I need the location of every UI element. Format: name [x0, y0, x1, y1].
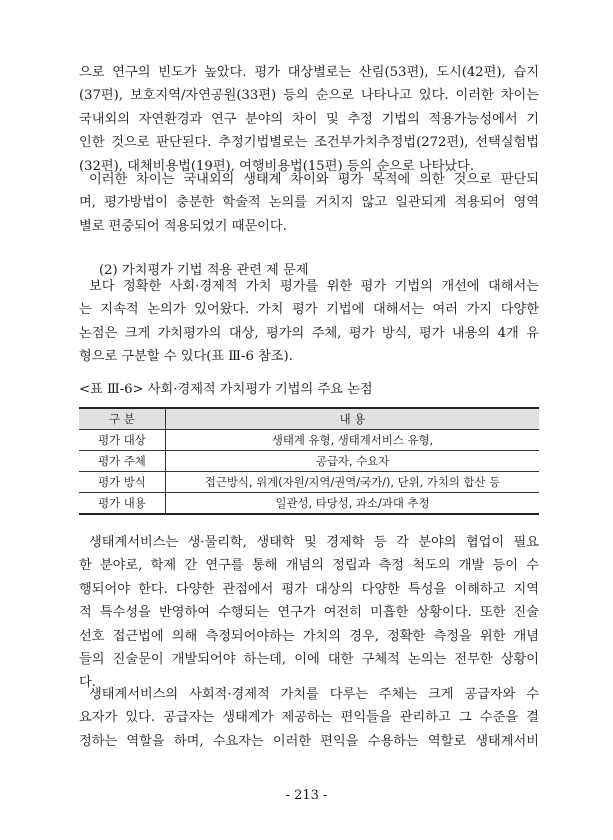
paragraph-3 [79, 275, 539, 369]
text-line: 생태계서비스는 생·물리학, 생태학 및 경제학 등 각 분야의 협업이 필요 [89, 535, 539, 550]
row-label: 평가 주체 [79, 451, 166, 472]
text-line: 인한 것으로 판단된다. 추정기법별로는 조건부가치추정법(272편), 선택실험법 [79, 135, 539, 151]
page-number: - 213 - [285, 788, 328, 803]
text-line: 요자가 있다. 공급자는 생태계가 제공하는 편익들을 관리하고 그 수준을 결 [79, 710, 539, 726]
table-row [79, 472, 539, 493]
header-content: 내 용 [166, 408, 540, 430]
text-line: 적 특수성을 반영하여 수행되는 연구가 여전히 미흡한 상황이다. 또한 진술 [79, 605, 539, 621]
text-line: 으로 연구의 빈도가 높았다. 평가 대상별로는 산림(53편), 도시(42편), 습지 [79, 65, 539, 80]
header-category: 구 분 [79, 408, 166, 430]
text-line: 이러한 차이는 국내외의 생태계 차이와 평가 목적에 의한 것으로 판단되 [89, 172, 539, 187]
text-line: 며, 평가방법이 충분한 학술적 논의를 거치지 않고 일관되게 적용되어 영역 [79, 195, 539, 211]
text-line: 생태계서비스의 사회적·경제적 가치를 다루는 주체는 크게 공급자와 수 [89, 687, 539, 702]
text-line: 논점은 크게 가치평가의 대상, 평가의 주체, 평가 방식, 평가 내용의 4개 유 [79, 325, 539, 341]
paragraph-2 [79, 168, 539, 238]
text-line: 별로 편중되어 적용되었기 때문이다. [79, 218, 287, 234]
table-row [79, 451, 539, 472]
text-line: 선호 접근법에 의해 측정되어야하는 가치의 경우, 정확한 측정을 위한 개념 [79, 628, 539, 644]
text-line: 들의 진술문이 개발되어야 하는데, 이에 대한 구체적 논의는 전무한 상황이 [79, 651, 539, 667]
row-content: 생태계 유형, 생태계서비스 유형, [166, 430, 540, 451]
text-line: 형으로 구분할 수 있다(표 Ⅲ-6 참조). [79, 349, 293, 365]
row-content: 일관성, 타당성, 과소/과대 추정 [166, 493, 540, 515]
row-content: 공급자, 수요자 [166, 451, 540, 472]
paragraph-5 [79, 683, 539, 753]
text-line: 다. [79, 675, 96, 691]
paragraph-1 [79, 61, 539, 178]
row-label: 평가 방식 [79, 472, 166, 493]
section-heading: (2) 가치평가 기법 적용 관련 제 문제 [99, 263, 309, 278]
paragraph-4 [79, 531, 539, 695]
row-label: 평가 내용 [79, 493, 166, 515]
text-line: (32편), 대체비용법(19편), 여행비용법(15편) 등의 순으로 나타났다. [79, 158, 475, 174]
table-row [79, 430, 539, 451]
row-label: 평가 대상 [79, 430, 166, 451]
issues-table [79, 407, 539, 515]
text-line: 보다 정확한 사회·경제적 가치 평가를 위한 평가 기법의 개선에 대해서는 [89, 279, 539, 294]
table-caption: <표 Ⅲ-6> 사회·경제적 가치평가 기법의 주요 논점 [79, 382, 373, 397]
text-line: 는 지속적 논의가 있어왔다. 가치 평가 기법에 대해서는 여러 가지 다양한 [79, 302, 539, 318]
text-line: 정하는 역할을 하며, 수요자는 이러한 편익을 수용하는 역할로 생태계서비 [79, 733, 539, 749]
text-line: 한 분야로, 학제 간 연구를 통해 개념의 정립과 측정 척도의 개발 등이 수 [79, 558, 539, 574]
row-content: 접근방식, 위계(자원/지역/권역/국가/), 단위, 가치의 합산 등 [166, 472, 540, 493]
text-line: 행되어야 한다. 다양한 관점에서 평가 대상의 다양한 특성을 이해하고 지역 [79, 581, 539, 597]
text-line: (37편), 보호지역/자연공원(33편) 등의 순으로 나타나고 있다. 이러한 차이는 [79, 88, 539, 104]
text-line: 국내외의 자연환경과 연구 분야의 차이 및 추정 기법의 적용가능성에서 기 [79, 111, 539, 127]
table-header-row [79, 408, 539, 430]
table-row [79, 493, 539, 515]
